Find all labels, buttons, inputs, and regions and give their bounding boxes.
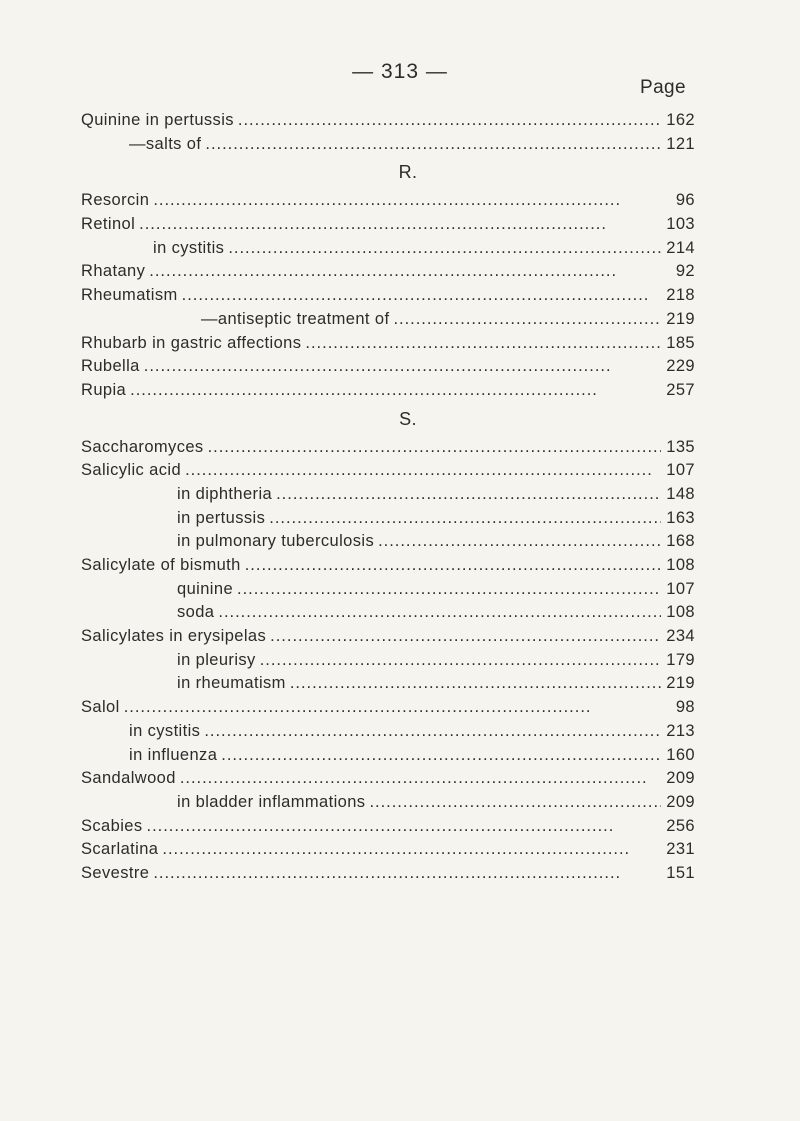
index-entry: [81, 459, 695, 483]
page-column-label: Page: [640, 77, 686, 98]
index-entry: [81, 815, 695, 839]
entry-label: Salicylates in erysipelas: [81, 627, 267, 646]
entry-page-number: 98: [675, 698, 695, 717]
dot-leader: [260, 649, 661, 673]
page-number: — 313 —: [352, 60, 448, 83]
entry-page-number: 209: [666, 769, 695, 788]
entry-label: Salicylic acid: [81, 461, 182, 480]
entry-page-number: 121: [666, 134, 695, 153]
index-entry: [81, 133, 695, 157]
dot-leader: [378, 530, 661, 554]
index-entry: [81, 260, 695, 284]
entry-page-number: 108: [666, 556, 695, 574]
entry-label: in pulmonary tuberculosis: [177, 532, 375, 551]
section-heading: R.: [398, 162, 418, 183]
entry-page-number: 151: [666, 863, 695, 882]
entry-label: —salts of: [129, 134, 202, 153]
index-entry: [81, 308, 695, 332]
entry-page-number: 209: [666, 792, 695, 811]
entry-page-number: 92: [675, 262, 695, 281]
index-entry: [81, 672, 695, 696]
entry-label: Scarlatina: [81, 840, 159, 859]
dot-leader: [139, 213, 661, 237]
dot-leader: [185, 459, 661, 483]
entry-page-number: 257: [666, 380, 695, 399]
dot-leader: [144, 355, 661, 379]
index-entry: [81, 720, 695, 744]
dot-leader: [269, 507, 661, 531]
index-entry: [81, 625, 695, 649]
dot-leader: [305, 332, 661, 356]
index-entry: [81, 109, 695, 133]
dot-leader: [205, 133, 661, 157]
dot-leader: [369, 791, 661, 815]
index-entry: [81, 213, 695, 237]
dot-leader: [393, 308, 661, 332]
dot-leader: [162, 838, 661, 862]
entry-page-number: 219: [666, 309, 695, 328]
entry-label: Saccharomyces: [81, 437, 204, 456]
index-entry: [81, 436, 695, 460]
entry-page-number: 160: [666, 745, 695, 764]
dot-leader: [270, 625, 661, 649]
entry-label: in rheumatism: [177, 674, 286, 693]
entry-label: Rubella: [81, 357, 140, 376]
index-entry: [81, 237, 695, 261]
entry-label: in bladder inflammations: [177, 792, 366, 811]
index-entry: [81, 601, 695, 625]
dot-leader: [204, 720, 661, 744]
index-entry: [81, 767, 695, 791]
entry-page-number: 108: [666, 603, 695, 622]
dot-leader: [130, 379, 661, 403]
entry-page-number: 168: [666, 532, 695, 551]
index-entry: [81, 791, 695, 815]
index-entry: [81, 696, 695, 720]
dot-leader: [182, 284, 661, 308]
entry-label: Scabies: [81, 816, 143, 835]
dot-leader: [124, 696, 661, 720]
entry-page-number: 148: [666, 484, 695, 503]
dot-leader: [290, 672, 661, 696]
section-heading: S.: [399, 408, 417, 429]
entry-label: Retinol: [81, 215, 136, 234]
index-entry: [81, 744, 695, 768]
index-entries: [81, 109, 695, 886]
entry-label: Salicylate of bismuth: [81, 556, 241, 574]
entry-page-number: 179: [666, 650, 695, 669]
index-entry: [81, 862, 695, 886]
entry-page-number: 103: [666, 215, 695, 234]
dot-leader: [221, 744, 661, 768]
entry-label: in pleurisy: [177, 650, 256, 669]
entry-page-number: 231: [666, 840, 695, 859]
index-entry: [81, 355, 695, 379]
entry-page-number: 96: [675, 191, 695, 210]
dot-leader: [208, 436, 661, 460]
index-entry: [81, 554, 695, 578]
index-entry: [81, 578, 695, 602]
entry-page-number: 107: [666, 461, 695, 480]
entry-label: Quinine in pertussis: [81, 111, 234, 129]
entry-label: in cystitis: [153, 238, 225, 257]
entry-label: quinine: [177, 579, 234, 598]
entry-page-number: 229: [666, 357, 695, 376]
entry-page-number: 214: [666, 238, 695, 257]
entry-label: soda: [177, 603, 215, 622]
dot-leader: [218, 601, 661, 625]
entry-label: Rheumatism: [81, 286, 178, 305]
dot-leader: [228, 237, 661, 261]
entry-label: in influenza: [129, 745, 218, 764]
index-entry: [81, 507, 695, 531]
entry-page-number: 218: [666, 286, 695, 305]
dot-leader: [276, 483, 661, 507]
entry-page-number: 234: [666, 627, 695, 646]
dot-leader: [237, 578, 661, 602]
index-entry: [81, 332, 695, 356]
index-entry: [81, 530, 695, 554]
index-entry: [81, 284, 695, 308]
dot-leader: [153, 189, 661, 213]
entry-page-number: 256: [666, 816, 695, 835]
entry-label: Rupia: [81, 380, 127, 399]
dot-leader: [238, 109, 661, 133]
dot-leader: [245, 554, 661, 578]
entry-label: Resorcin: [81, 191, 150, 210]
entry-label: Rhubarb in gastric affections: [81, 333, 302, 352]
entry-label: in pertussis: [177, 508, 266, 527]
entry-page-number: 135: [666, 437, 695, 456]
index-entry: [81, 189, 695, 213]
entry-page-number: 162: [666, 111, 695, 129]
dot-leader: [149, 260, 661, 284]
entry-page-number: 213: [666, 721, 695, 740]
dot-leader: [153, 862, 661, 886]
index-entry: [81, 649, 695, 673]
entry-page-number: 219: [666, 674, 695, 693]
dot-leader: [180, 767, 661, 791]
entry-label: Sandalwood: [81, 769, 176, 788]
dot-leader: [147, 815, 661, 839]
entry-page-number: 163: [666, 508, 695, 527]
entry-label: Sevestre: [81, 863, 150, 882]
entry-label: Salol: [81, 698, 120, 717]
index-entry: [81, 379, 695, 403]
entry-label: —antiseptic treatment of: [201, 309, 390, 328]
entry-page-number: 107: [666, 579, 695, 598]
entry-label: in diphtheria: [177, 484, 273, 503]
index-entry: [81, 483, 695, 507]
entry-label: Rhatany: [81, 262, 146, 281]
entry-label: in cystitis: [129, 721, 201, 740]
index-entry: [81, 838, 695, 862]
entry-page-number: 185: [666, 333, 695, 352]
